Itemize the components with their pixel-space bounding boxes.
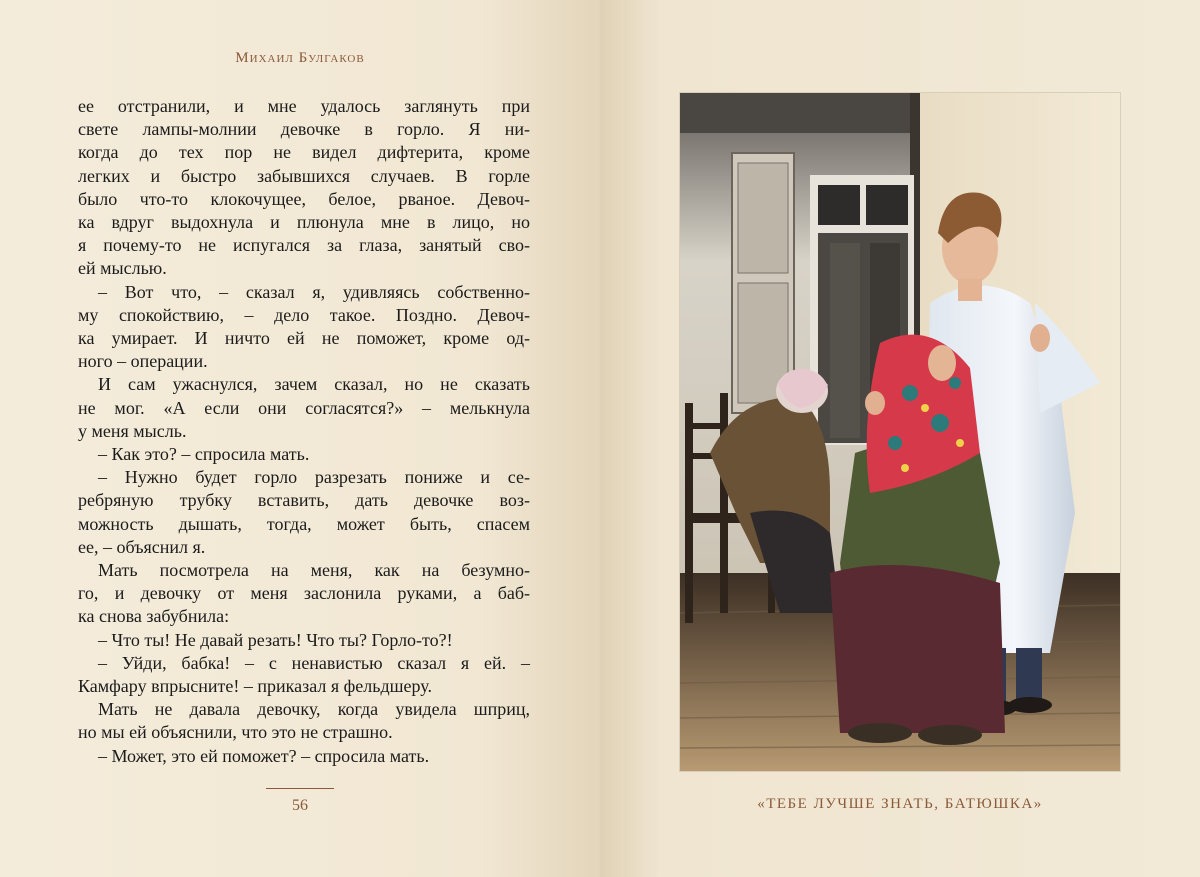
text-line: можность дышать, тогда, может быть, спасем: [78, 513, 530, 534]
body-text: [78, 95, 530, 768]
text-line: – Как это? – спросила мать.: [98, 444, 310, 465]
text-line: ребряную трубку вставить, дать девочке воз-: [78, 490, 530, 511]
text-line: легких и быстро забывшихся случаев. В горле: [78, 165, 530, 186]
illustration: [680, 93, 1120, 771]
text-line: – Нужно будет горло разрезать пониже и се-: [98, 467, 530, 488]
text-line: И сам ужаснулся, зачем сказал, но не сказать: [98, 374, 530, 395]
text-line: ее, – объяснил я.: [78, 536, 206, 557]
text-line: свете лампы-молнии девочке в горло. Я ни-: [78, 119, 530, 140]
folio-rule: [266, 788, 334, 789]
text-line: – Вот что, – сказал я, удивляясь собственно-: [98, 281, 530, 302]
text-line: ка умирает. И ничто ей не поможет, кроме од-: [78, 328, 530, 349]
text-line: ка вдруг выдохнула и плюнула мне в лицо, но: [78, 212, 530, 233]
text-line: я почему-то не испугался за глаза, занятый сво-: [78, 235, 530, 256]
text-line: было что-то клокочущее, белое, рваное. Девоч-: [78, 188, 530, 209]
text-line: когда до тех пор не видел дифтерита, кроме: [78, 142, 530, 163]
text-line: Мать не давала девочку, когда увидела шприц,: [98, 699, 530, 720]
text-line: ей мыслью.: [78, 258, 167, 279]
illustration-caption: «ТЕБЕ ЛУЧШЕ ЗНАТЬ, БАТЮШКА»: [757, 796, 1043, 812]
text-line: Мать посмотрела на меня, как на безумно-: [98, 560, 530, 581]
text-line: – Что ты! Не давай резать! Что ты? Горло-то?!: [98, 629, 453, 650]
right-page: [600, 0, 1200, 877]
text-line: – Может, это ей поможет? – спросила мать.: [98, 745, 430, 766]
text-line: Камфару впрысните! – приказал я фельдшеру.: [78, 676, 432, 697]
text-line: – Уйди, бабка! – с ненавистью сказал я ей. –: [98, 652, 530, 673]
text-line: не мог. «А если они согласятся?» – мелькнула: [78, 397, 530, 418]
text-line: ее отстранили, и мне удалось заглянуть при: [78, 96, 530, 116]
text-line: му спокойствию, – дело такое. Поздно. Девоч-: [78, 304, 530, 325]
running-head: Михаил Булгаков: [235, 50, 365, 66]
text-line: но мы ей объяснили, что это не страшно.: [78, 722, 393, 743]
text-line: ного – операции.: [78, 351, 208, 372]
text-line: го, и девочку от меня заслонила руками, а баб-: [78, 583, 530, 604]
page-number: 56: [292, 797, 308, 814]
text-line: ка снова забубнила:: [78, 606, 230, 627]
text-line: у меня мысль.: [78, 420, 187, 441]
